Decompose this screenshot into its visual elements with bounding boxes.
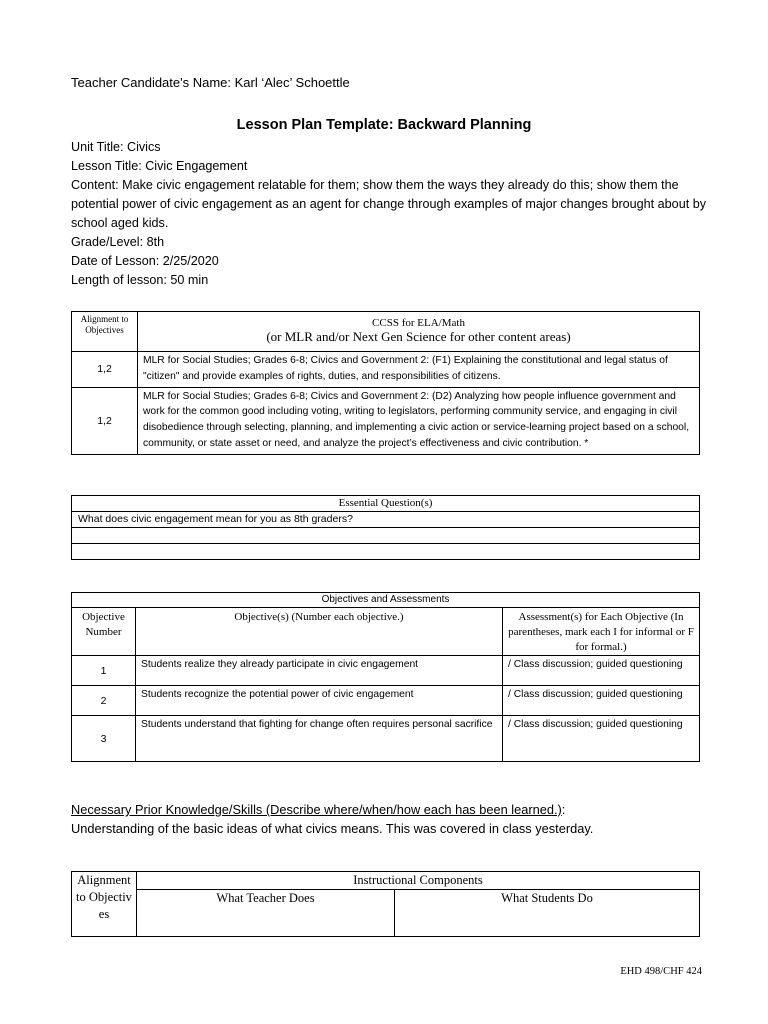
table-row [72,656,700,686]
assessment-text: / Class discussion; guided questioning [503,716,700,762]
alignment-cell: 1,2 [72,387,138,454]
document-title: Lesson Plan Template: Backward Planning [236,117,532,133]
candidate-name-line [71,75,350,90]
essential-questions-table [71,495,700,560]
objective-text: Students recognize the potential power of civic engagement [136,686,503,716]
prior-knowledge-colon: : [561,802,566,817]
lesson-length: Length of lesson: 50 min [71,273,209,287]
instructional-components-table [71,871,700,937]
essential-questions-header: Essential Question(s) [72,496,700,512]
prior-knowledge-heading: Necessary Prior Knowledge/Skills (Describe where/when/how each has been learned.) [71,802,562,817]
essential-question-row: What does civic engagement mean for you as 8th graders? [72,512,700,528]
objective-text: Students understand that fighting for change often requires personal sacrifice [136,716,503,762]
objective-number: 2 [72,686,136,716]
lesson-meta [71,138,711,290]
table-row [72,387,700,454]
prior-knowledge [71,800,731,838]
table-row [72,352,700,388]
objective-text: Students realize they already participate in civic engagement [136,656,503,686]
objectives-table-title: Objectives and Assessments [72,593,700,608]
students-do-header: What Students Do [395,890,700,937]
assessment-text: / Class discussion; guided questioning [503,686,700,716]
alignment-header: Alignment to Objectives [72,312,138,352]
page-footer: EHD 498/CHF 424 [620,966,702,977]
table-row [72,686,700,716]
essential-question-row [72,544,700,560]
essential-question-row [72,528,700,544]
objective-number: 3 [72,716,136,762]
grade-level: Grade/Level: 8th [71,235,165,249]
objectives-table [71,592,700,762]
teacher-does-header: What Teacher Does [137,890,395,937]
prior-knowledge-text: Understanding of the basic ideas of what civics means. This was covered in class yesterday. [71,821,594,836]
candidate-name: Karl ‘Alec’ Schoettle [234,75,350,90]
standard-cell: MLR for Social Studies; Grades 6-8; Civics and Government 2: (D2) Analyzing how people influence government and work for the common good including voting, writing to legislators, performing community service, and engaging in civil disobedience through selecting, planning, and implementing a civic action or service-learning project based on a school, community, or state asset or need, and analyze the project’s effectiveness and civic contribution. * [138,387,700,454]
assessment-text: / Class discussion; guided questioning [503,656,700,686]
lesson-title: Lesson Title: Civic Engagement [71,159,248,173]
lesson-content: Content: Make civic engagement relatable for them; show them the ways they already do this; show them the potential power of civic engagement as an agent for change through examples of major changes brought about by school aged kids. [71,178,706,230]
standards-header-row [72,312,700,352]
objective-number-header: Objective Number [72,608,136,656]
standards-table [71,311,700,455]
unit-title: Unit Title: Civics [71,140,161,154]
instruction-alignment-label: Alignment to Objectives [76,873,132,921]
instruction-alignment-header [72,872,137,937]
candidate-label: Teacher Candidate's Name: [71,75,235,90]
ccss-header-line2: (or MLR and/or Next Gen Science for other content areas) [266,329,571,344]
table-row [72,716,700,762]
standard-cell: MLR for Social Studies; Grades 6-8; Civics and Government 2: (F1) Explaining the constitutional and legal status of "citizen" and provide examples of rights, duties, and responsibilities of citizens. [138,352,700,388]
instructional-components-header: Instructional Components [137,872,700,890]
objective-number: 1 [72,656,136,686]
objectives-header-row [72,608,700,656]
assessment-header: Assessment(s) for Each Objective (In parentheses, mark each I for informal or F for formal.) [503,608,700,656]
objective-header: Objective(s) (Number each objective.) [136,608,503,656]
lesson-date: Date of Lesson: 2/25/2020 [71,254,219,268]
alignment-cell: 1,2 [72,352,138,388]
ccss-header [138,312,700,352]
ccss-header-line1: CCSS for ELA/Math [372,317,465,329]
